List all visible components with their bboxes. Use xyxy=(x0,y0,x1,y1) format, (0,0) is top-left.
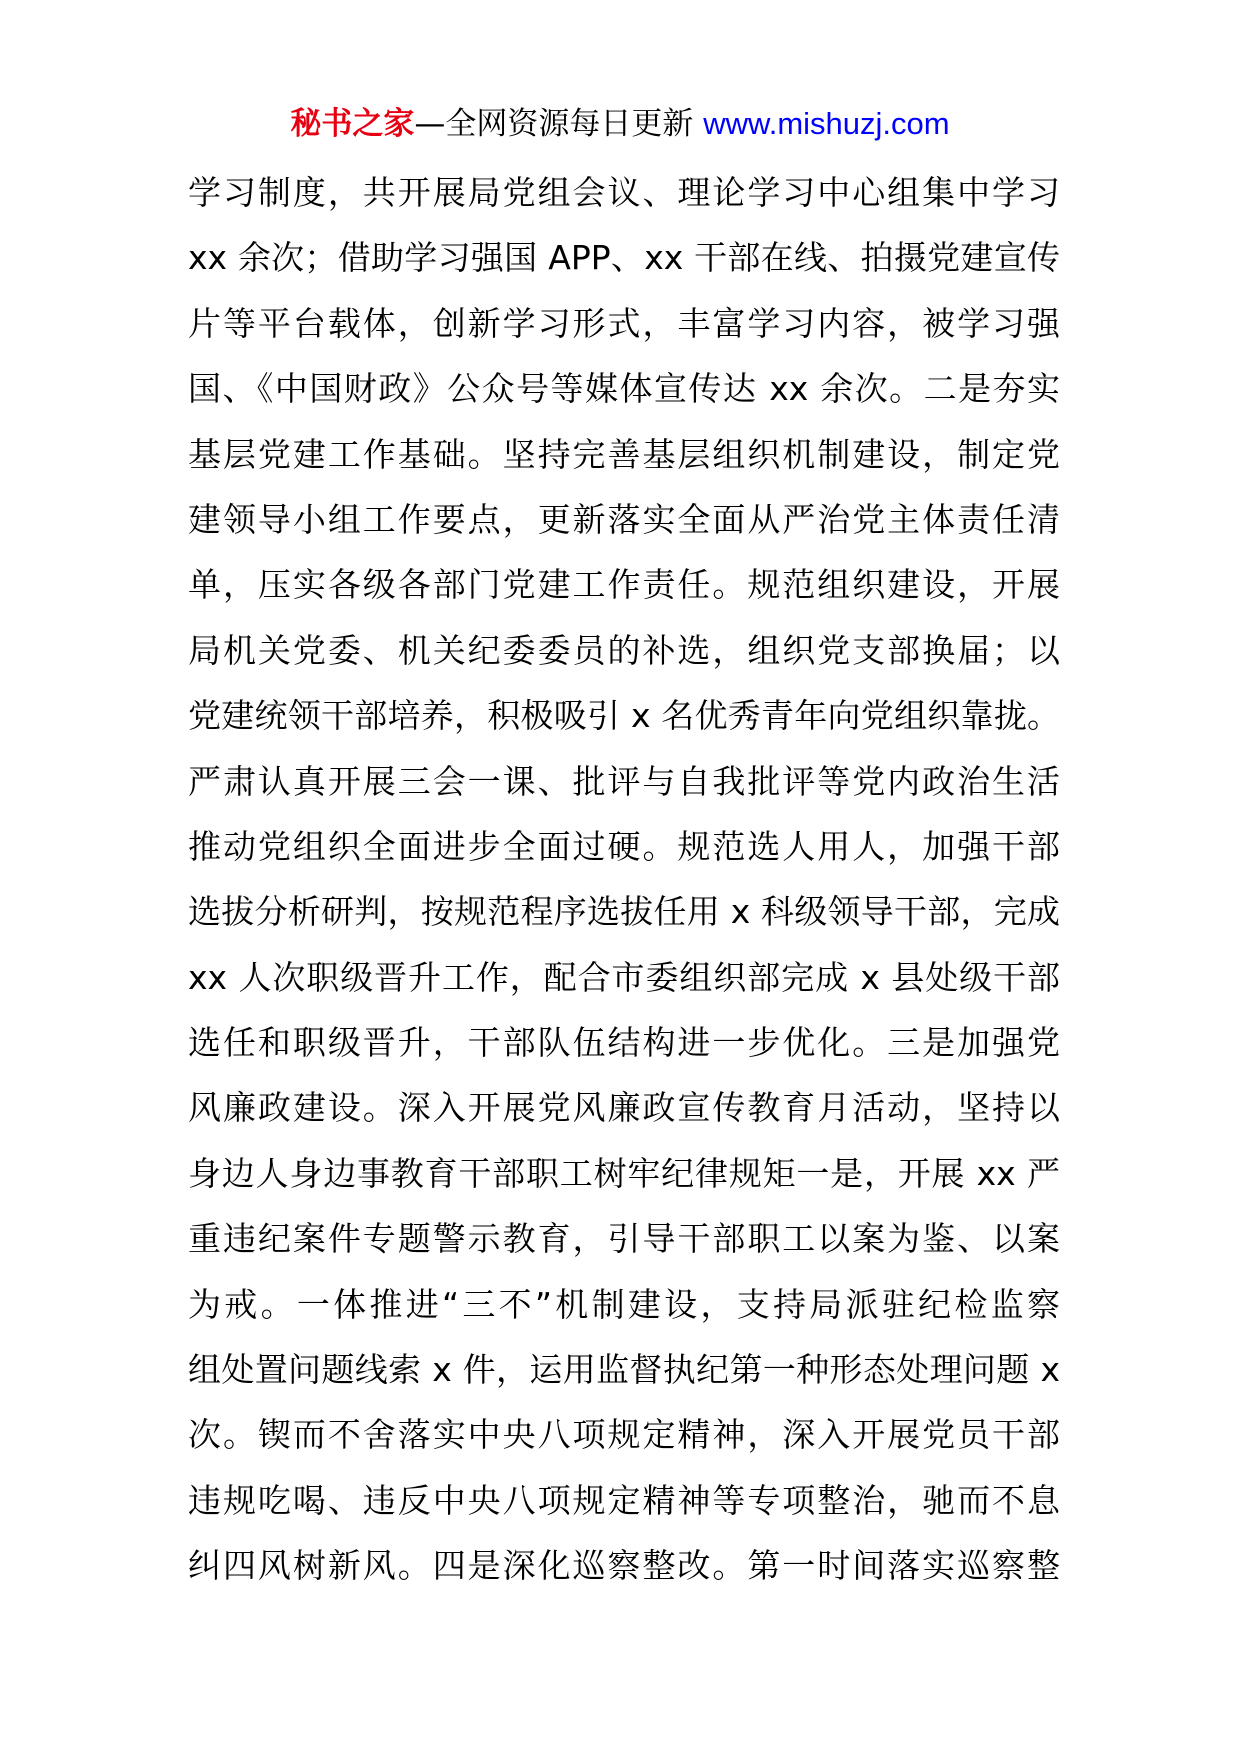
text-line: 选任和职级晋升，干部队伍结构进一步优化。三是加强党 xyxy=(188,1023,1060,1063)
text-line: 学习制度，共开展局党组会议、理论学习中心组集中学习 xyxy=(188,173,1060,212)
document-body xyxy=(188,160,1060,1599)
text-line: 局机关党委、机关纪委委员的补选，组织党支部换届；以 xyxy=(188,630,1060,670)
text-line: xx 人次职级晋升工作，配合市委组织部完成 x 县处级干部 xyxy=(188,957,1060,997)
text-line: 推动党组织全面进步全面过硬。规范选人用人，加强干部 xyxy=(188,826,1060,866)
text-line: 基层党建工作基础。坚持完善基层组织机制建设，制定党 xyxy=(188,434,1060,474)
text-line: 国、《中国财政》公众号等媒体宣传达 xx 余次。二是夯实 xyxy=(188,369,1060,409)
text-line: 片等平台载体，创新学习形式，丰富学习内容，被学习强 xyxy=(188,303,1060,343)
text-line: 纠四风树新风。四是深化巡察整改。第一时间落实巡察整 xyxy=(188,1546,1060,1586)
text-line: xx 余次；借助学习强国 APP、xx 干部在线、拍摄党建宣传 xyxy=(188,238,1060,278)
text-line: 单，压实各级各部门党建工作责任。规范组织建设，开展 xyxy=(188,565,1060,605)
text-line: 建领导小组工作要点，更新落实全面从严治党主体责任清 xyxy=(188,499,1060,539)
text-line: 严肃认真开展三会一课、批评与自我批评等党内政治生活 xyxy=(188,761,1060,801)
site-tagline: —全网资源每日更新 xyxy=(414,106,704,142)
text-line: 选拔分析研判，按规范程序选拔任用 x 科级领导干部，完成 xyxy=(188,892,1060,932)
text-line: 次。锲而不舍落实中央八项规定精神，深入开展党员干部 xyxy=(188,1415,1060,1455)
text-line: 违规吃喝、违反中央八项规定精神等专项整治，驰而不息 xyxy=(188,1480,1060,1520)
site-brand: 秘书之家 xyxy=(290,106,415,142)
text-line: 身边人身边事教育干部职工树牢纪律规矩一是，开展 xx 严 xyxy=(188,1153,1060,1193)
text-line: 风廉政建设。深入开展党风廉政宣传教育月活动，坚持以 xyxy=(188,1088,1060,1128)
text-line: 组处置问题线索 x 件，运用监督执纪第一种形态处理问题 x xyxy=(188,1350,1060,1390)
text-line: 重违纪案件专题警示教育，引导干部职工以案为鉴、以案 xyxy=(188,1219,1060,1259)
text-line: 为戒。一体推进“三不”机制建设，支持局派驻纪检监察 xyxy=(188,1284,1060,1324)
text-line: 党建统领干部培养，积极吸引 x 名优秀青年向党组织靠拢。 xyxy=(188,696,1060,736)
site-url-link[interactable]: www.mishuzj.com xyxy=(703,106,950,141)
site-header xyxy=(0,100,1240,148)
